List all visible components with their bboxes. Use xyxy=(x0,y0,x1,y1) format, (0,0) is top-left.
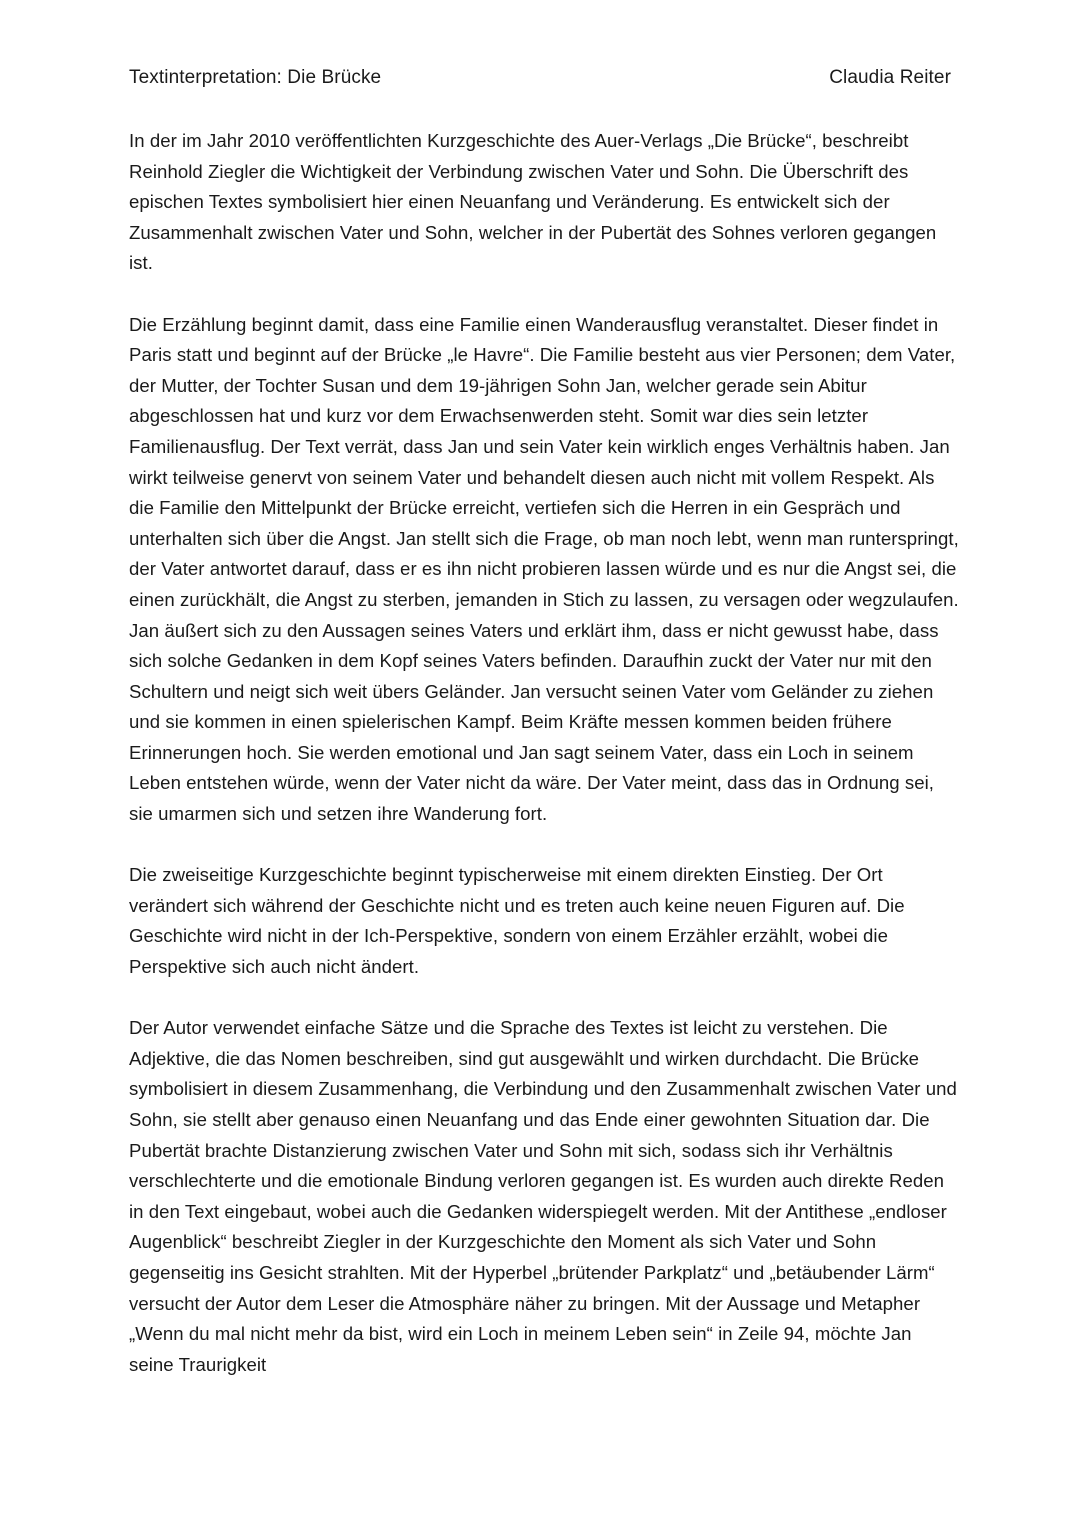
paragraph-introduction: In der im Jahr 2010 veröffentlichten Kurzgeschichte des Auer-Verlags „Die Brücke“, beschreibt Reinhold Ziegler die Wichtigkeit der Verbindung zwischen Vater und Sohn. Die Überschrift des epischen Textes symbolisiert hier einen Neuanfang und Veränderung. Es entwickelt sich der Zusammenhalt zwischen Vater und Sohn, welcher in der Pubertät des Sohnes verloren gegangen ist. xyxy=(129,130,937,274)
paragraph-summary: Die Erzählung beginnt damit, dass eine Familie einen Wanderausflug veranstaltet. Dieser findet in Paris statt und beginnt auf der Brücke „le Havre“. Die Familie besteht aus vier Personen; dem Vater, der Mutter, der Tochter Susan und dem 19-jährigen Sohn Jan, welcher gerade sein Abitur abgeschlossen hat und kurz vor dem Erwachsenwerden steht. Somit war dies sein letzter Familienausflug. Der Text verrät, dass Jan und sein Vater kein wirklich enges Verhältnis haben. Jan wirkt teilweise genervt von seinem Vater und behandelt diesen auch nicht mit vollem Respekt. Als die Familie den Mittelpunkt der Brücke erreicht, vertiefen sich die Herren in ein Gespräch und unterhalten sich über die Angst. Jan stellt sich die Frage, ob man noch lebt, wenn man runterspringt, der Vater antwortet darauf, dass er es ihn nicht probieren lassen würde und es nur die Angst sei, die einen zurückhält, die Angst zu sterben, jemanden in Stich zu lassen, zu versagen oder wegzulaufen. Jan äußert sich zu den Aussagen seines Vaters und erklärt ihm, dass er nicht gewusst habe, dass sich solche Gedanken in dem Kopf seines Vaters befinden. Daraufhin zuckt der Vater nur mit den Schultern und neigt sich weit übers Geländer. Jan versucht seinen Vater vom Geländer zu ziehen und sie kommen in einen spielerischen Kampf. Beim Kräfte messen kommen beiden frühere Erinnerungen hoch. Sie werden emotional und Jan sagt seinem Vater, dass ein Loch in seinem Leben entstehen würde, wenn der Vater nicht da wäre. Der Vater meint, dass das in Ordnung sei, sie umarmen sich und setzen ihre Wanderung fort. xyxy=(129,313,959,825)
paragraph-language-analysis: Der Autor verwendet einfache Sätze und die Sprache des Textes ist leicht zu verstehen. Die Adjektive, die das Nomen beschreiben, sind gut ausgewählt und wirken durchdacht. Die Brücke symbolisiert in diesem Zusammenhang, die Verbindung und den Zusammenhalt zwischen Vater und Sohn, sie stellt aber genauso einen Neuanfang und das Ende einer gewohnten Situation dar. Die Pubertät brachte Distanzierung zwischen Vater und Sohn mit sich, sodass sich ihr Verhältnis verschlechterte und die emotionale Bindung verloren gegangen ist. Es wurden auch direkte Reden in den Text eingebaut, wobei auch die Gedanken widerspiegelt werden. Mit der Antithese „endloser Augenblick“ beschreibt Ziegler in der Kurzgeschichte den Moment als sich Vater und Sohn gegenseitig ins Gesicht strahlten. Mit der Hyperbel „brütender Parkplatz“ und „betäubender Lärm“ versucht der Autor dem Leser die Atmosphäre näher zu bringen. Mit der Aussage und Metapher „Wenn du mal nicht mehr da bist, wird ein Loch in meinem Leben sein“ in Zeile 94, möchte Jan seine Traurigkeit xyxy=(129,1017,957,1375)
page-header xyxy=(129,63,951,93)
document-title: Textinterpretation: Die Brücke xyxy=(129,67,382,88)
document-body xyxy=(129,126,959,1411)
paragraph-structure: Die zweiseitige Kurzgeschichte beginnt typischerweise mit einem direkten Einstieg. Der Ort verändert sich während der Geschichte nicht und es treten auch keine neuen Figuren auf. Die Geschichte wird nicht in der Ich-Perspektive, sondern von einem Erzähler erzählt, wobei die Perspektive sich auch nicht ändert. xyxy=(129,864,905,978)
author-name: Claudia Reiter xyxy=(829,67,951,88)
